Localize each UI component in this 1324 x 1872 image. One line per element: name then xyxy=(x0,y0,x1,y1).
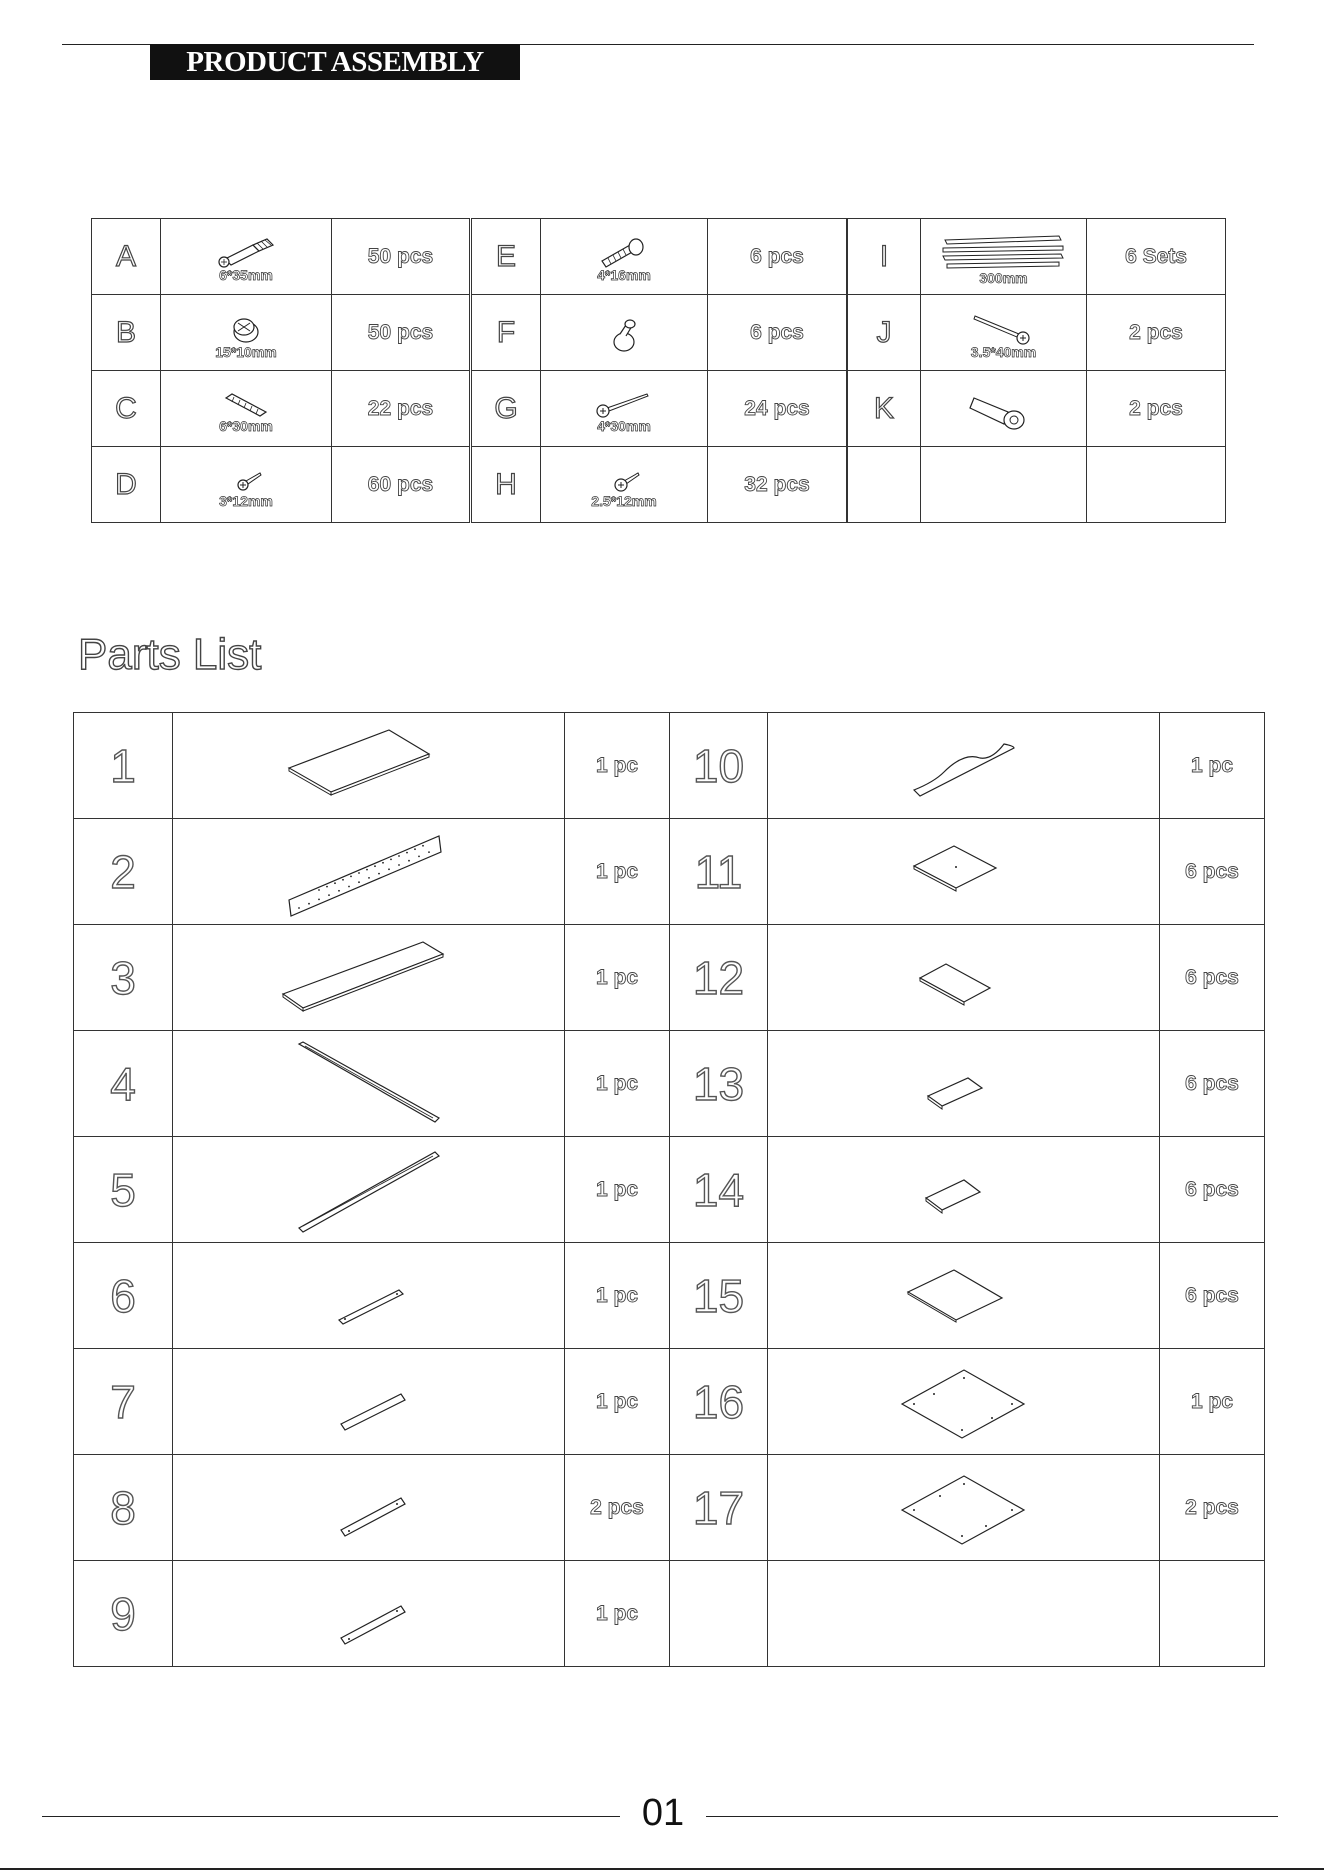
hardware-row xyxy=(848,447,1226,523)
parts-row xyxy=(74,1561,1265,1667)
hardware-size: 2.5*12mm xyxy=(591,492,657,509)
knob-bolt-icon xyxy=(594,237,654,269)
drawer-side-icon xyxy=(864,1034,1064,1134)
hardware-row xyxy=(92,447,470,523)
hardware-item xyxy=(541,295,708,371)
hardware-letter: H xyxy=(472,447,541,523)
hardware-qty: 2 pcs xyxy=(1087,371,1226,447)
part-number: 6 xyxy=(74,1243,173,1349)
part-number: 16 xyxy=(670,1349,768,1455)
short-rail-icon xyxy=(269,1246,469,1346)
parts-row xyxy=(74,1349,1265,1455)
part-qty: 1 pc xyxy=(565,1561,670,1667)
part-drawing xyxy=(173,713,565,819)
part-drawing xyxy=(173,1349,565,1455)
hardware-item xyxy=(541,447,708,523)
short-rail-icon xyxy=(269,1458,469,1558)
long-rail-icon xyxy=(269,1034,469,1134)
drawer-slide-icon xyxy=(939,234,1069,272)
bottom-panel-icon xyxy=(269,928,469,1028)
footer-rule-right xyxy=(706,1816,1278,1817)
short-screw-icon xyxy=(226,467,266,495)
short-rail-icon xyxy=(269,1564,469,1664)
page-header-title: PRODUCT ASSEMBLY xyxy=(150,44,520,80)
part-number: 7 xyxy=(74,1349,173,1455)
part-drawing xyxy=(768,1561,1160,1667)
hardware-qty: 50 pcs xyxy=(332,295,470,371)
parts-row xyxy=(74,925,1265,1031)
hardware-item xyxy=(161,219,332,295)
part-qty: 6 pcs xyxy=(1160,1243,1265,1349)
hardware-size: 3.5*40mm xyxy=(970,343,1037,360)
top-panel-icon xyxy=(269,716,469,816)
hardware-size: 6*35mm xyxy=(219,266,273,283)
part-number: 14 xyxy=(670,1137,768,1243)
drawer-bottom-icon xyxy=(864,1246,1064,1346)
part-qty: 6 pcs xyxy=(1160,925,1265,1031)
hardware-letter: F xyxy=(472,295,541,371)
parts-row xyxy=(74,1243,1265,1349)
part-number: 10 xyxy=(670,713,768,819)
hardware-table-2 xyxy=(471,218,847,523)
hardware-row xyxy=(92,371,470,447)
hardware-size: 4*30mm xyxy=(597,417,651,434)
part-qty: 6 pcs xyxy=(1160,1137,1265,1243)
part-drawing xyxy=(173,1031,565,1137)
part-qty: 1 pc xyxy=(565,925,670,1031)
hardware-letter: K xyxy=(848,371,921,447)
hardware-row xyxy=(848,295,1226,371)
knob-icon xyxy=(604,316,644,356)
hardware-row xyxy=(848,371,1226,447)
hardware-qty: 6 pcs xyxy=(708,295,847,371)
hardware-table-3 xyxy=(847,218,1226,523)
side-panel-icon xyxy=(864,1352,1064,1452)
hardware-item xyxy=(921,447,1087,523)
part-qty: 1 pc xyxy=(565,1349,670,1455)
part-number: 2 xyxy=(74,819,173,925)
hardware-row xyxy=(848,219,1226,295)
wall-screw-icon xyxy=(969,312,1039,346)
part-drawing xyxy=(768,1243,1160,1349)
back-panel-icon xyxy=(269,822,469,922)
drawer-side-icon xyxy=(864,1140,1064,1240)
hardware-row xyxy=(92,295,470,371)
part-qty: 1 pc xyxy=(1160,1349,1265,1455)
cam-bolt-icon xyxy=(211,237,281,269)
hardware-row xyxy=(472,295,847,371)
hardware-item xyxy=(921,295,1087,371)
hardware-size: 300mm xyxy=(979,269,1028,286)
part-number: 13 xyxy=(670,1031,768,1137)
parts-row xyxy=(74,1137,1265,1243)
part-number: 1 xyxy=(74,713,173,819)
part-number: 4 xyxy=(74,1031,173,1137)
part-qty: 1 pc xyxy=(565,713,670,819)
part-drawing xyxy=(173,819,565,925)
curved-apron-icon xyxy=(864,716,1064,816)
hardware-row xyxy=(472,447,847,523)
part-drawing xyxy=(768,1455,1160,1561)
part-qty: 6 pcs xyxy=(1160,1031,1265,1137)
hardware-qty: 6 pcs xyxy=(708,219,847,295)
parts-list-title: Parts List xyxy=(78,630,262,679)
long-rail-icon xyxy=(269,1140,469,1240)
part-qty: 1 pc xyxy=(565,1137,670,1243)
hardware-letter: J xyxy=(848,295,921,371)
short-rail-icon xyxy=(269,1352,469,1452)
part-drawing xyxy=(768,713,1160,819)
part-qty: 2 pcs xyxy=(1160,1455,1265,1561)
hardware-qty: 24 pcs xyxy=(708,371,847,447)
parts-list-table xyxy=(73,712,1265,1667)
hardware-table-1 xyxy=(91,218,470,523)
part-qty: 1 pc xyxy=(565,819,670,925)
hardware-row xyxy=(472,371,847,447)
parts-row xyxy=(74,713,1265,819)
hardware-qty: 32 pcs xyxy=(708,447,847,523)
part-qty: 6 pcs xyxy=(1160,819,1265,925)
hardware-qty: 22 pcs xyxy=(332,371,470,447)
wall-anchor-icon xyxy=(964,390,1044,434)
small-screw-icon xyxy=(604,467,644,495)
wood-dowel-icon xyxy=(216,390,276,420)
hardware-item xyxy=(161,371,332,447)
hardware-row xyxy=(92,219,470,295)
part-number: 9 xyxy=(74,1561,173,1667)
hardware-qty xyxy=(1087,447,1226,523)
part-drawing xyxy=(173,1455,565,1561)
hardware-qty: 50 pcs xyxy=(332,219,470,295)
side-panel-icon xyxy=(864,1458,1064,1558)
parts-row xyxy=(74,1031,1265,1137)
hardware-letter: I xyxy=(848,219,921,295)
part-drawing xyxy=(173,925,565,1031)
part-drawing xyxy=(768,925,1160,1031)
part-qty xyxy=(1160,1561,1265,1667)
part-qty: 1 pc xyxy=(1160,713,1265,819)
part-drawing xyxy=(173,1243,565,1349)
hardware-letter: C xyxy=(92,371,161,447)
page-number: 01 xyxy=(641,1792,685,1834)
hardware-size: 3*12mm xyxy=(219,492,273,509)
part-number: 11 xyxy=(670,819,768,925)
part-drawing xyxy=(173,1137,565,1243)
part-number xyxy=(670,1561,768,1667)
part-number: 12 xyxy=(670,925,768,1031)
part-number: 15 xyxy=(670,1243,768,1349)
cam-lock-icon xyxy=(226,312,266,346)
hardware-item xyxy=(161,295,332,371)
bottom-rule xyxy=(0,1868,1324,1870)
hardware-letter: A xyxy=(92,219,161,295)
hardware-qty: 2 pcs xyxy=(1087,295,1226,371)
part-drawing xyxy=(173,1561,565,1667)
hardware-size: 6*30mm xyxy=(219,417,273,434)
hardware-qty: 60 pcs xyxy=(332,447,470,523)
part-drawing xyxy=(768,1349,1160,1455)
hardware-size: 15*10mm xyxy=(215,343,277,360)
hardware-letter: B xyxy=(92,295,161,371)
hardware-item xyxy=(921,219,1087,295)
hardware-letter xyxy=(848,447,921,523)
hardware-row xyxy=(472,219,847,295)
part-qty: 1 pc xyxy=(565,1031,670,1137)
drawer-back-icon xyxy=(864,928,1064,1028)
drawer-front-icon xyxy=(864,822,1064,922)
part-drawing xyxy=(768,819,1160,925)
long-screw-icon xyxy=(589,390,659,420)
hardware-letter: E xyxy=(472,219,541,295)
part-number: 8 xyxy=(74,1455,173,1561)
part-qty: 2 pcs xyxy=(565,1455,670,1561)
hardware-letter: G xyxy=(472,371,541,447)
parts-row xyxy=(74,819,1265,925)
part-number: 5 xyxy=(74,1137,173,1243)
part-qty: 1 pc xyxy=(565,1243,670,1349)
hardware-size: 4*16mm xyxy=(597,266,651,283)
hardware-letter: D xyxy=(92,447,161,523)
hardware-qty: 6 Sets xyxy=(1087,219,1226,295)
parts-row xyxy=(74,1455,1265,1561)
part-drawing xyxy=(768,1031,1160,1137)
hardware-item xyxy=(541,371,708,447)
part-drawing xyxy=(768,1137,1160,1243)
hardware-item xyxy=(161,447,332,523)
footer-rule-left xyxy=(42,1816,620,1817)
hardware-item xyxy=(541,219,708,295)
hardware-item xyxy=(921,371,1087,447)
part-number: 3 xyxy=(74,925,173,1031)
part-number: 17 xyxy=(670,1455,768,1561)
